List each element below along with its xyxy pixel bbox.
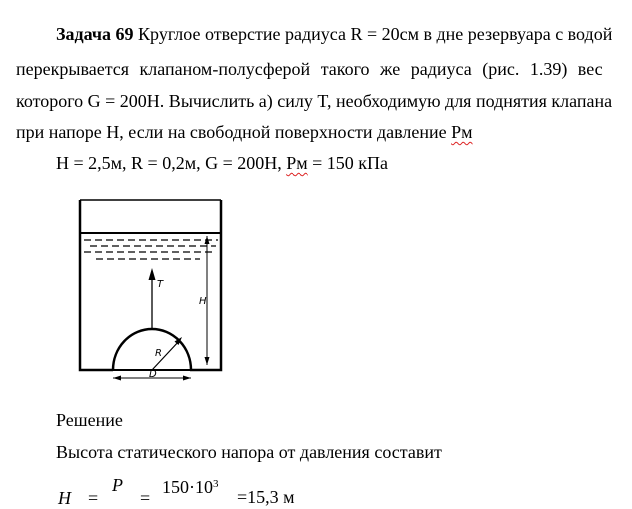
force-t-arrowhead [149,268,156,280]
water-surface-dashes [84,240,218,259]
formula-lhs: H [58,488,71,508]
problem-line-1-text: Круглое отверстие радиуса R = 20см в дне резервуара с водой [138,24,613,44]
dim-h-arrow-bottom [205,357,210,365]
label-d: D [149,369,157,380]
dim-d-arrow-right [183,376,191,381]
label-t: T [157,279,164,290]
formula-numerator-base: 150·10 [162,477,213,497]
formula-result: =15,3 м [237,487,295,507]
problem-line-4-text: при напоре H, если на свободной поверхности давление [16,122,452,142]
dim-d-arrow-left [113,376,121,381]
formula-exponent: 3 [213,478,219,490]
hemisphere-valve [113,329,191,370]
problem-title: Задача 69 [56,24,134,44]
pressure-symbol: Рм [451,122,473,142]
problem-line-3: которого G = 200Н. Вычислить а) силу T, необходимую для поднятия клапана [16,91,613,111]
label-h: H [199,296,207,307]
formula-eq-2: = [140,488,151,508]
formula-numerator-value [162,477,219,498]
tank-walls [80,200,221,370]
label-r: R [155,348,162,359]
formula-numerator-p: P [112,475,123,495]
formula-eq-1: = [88,488,99,508]
solution-heading: Решение [56,410,123,430]
solution-text: Высота статического напора от давления составит [56,442,442,462]
problem-line-2: перекрывается клапаном-полусферой такого же радиуса (рис. 1.39) вес [16,59,603,79]
given-suffix: = 150 кПа [307,153,389,173]
given-prefix: H = 2,5м, R = 0,2м, G = 200Н, [56,153,287,173]
given-pressure-symbol: Рм [286,153,308,173]
